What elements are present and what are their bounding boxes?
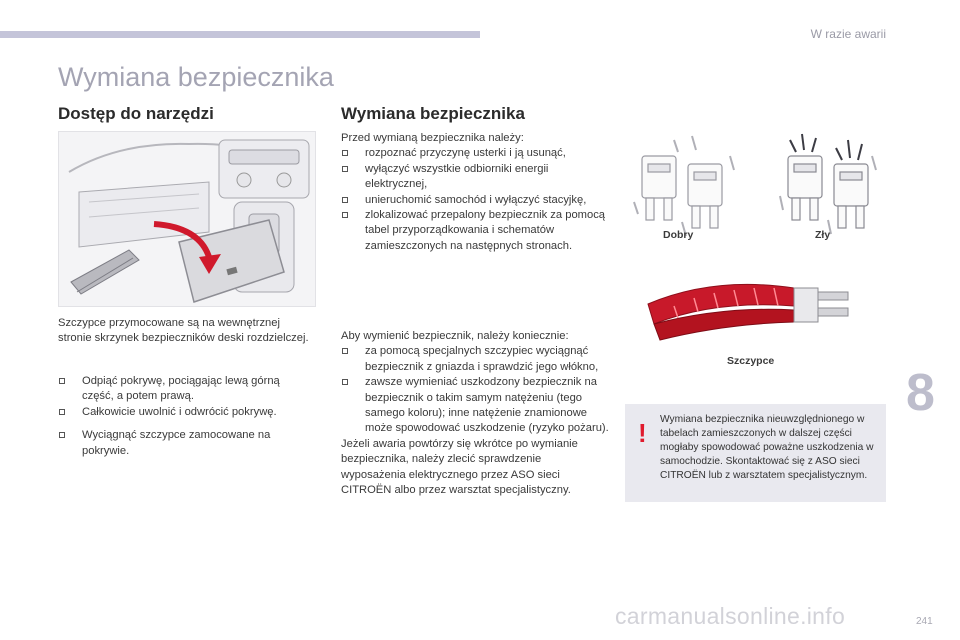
list-item: wyłączyć wszystkie odbiorniki energii elektrycznej,: [341, 162, 609, 193]
checkbox-bullet-icon: [342, 348, 348, 354]
checkbox-bullet-icon: [342, 166, 348, 172]
list-item: Odpiąć pokrywę, pociągając lewą górną część, a potem prawą.: [58, 374, 310, 405]
warning-box: [625, 404, 886, 502]
exclamation-icon: !: [638, 418, 647, 448]
checkbox-bullet-icon: [59, 409, 65, 415]
dashboard-photo: [58, 131, 316, 307]
list-item: zawsze wymieniać uszkodzony bezpiecznik na bezpiecznik o takim samym natężeniu (tego samego koloru); inne natężenie znamionowe może spowodować uszkodzenie (ryzyko pożaru).: [341, 375, 609, 437]
left-steps: [58, 374, 310, 459]
pliers-illustration: [644, 266, 862, 346]
watermark: carmanualsonline.info: [615, 603, 846, 629]
left-intro: [58, 316, 310, 347]
checkbox-bullet-icon: [59, 378, 65, 384]
left-heading: Dostęp do narzędzi: [58, 104, 214, 123]
checkbox-bullet-icon: [342, 150, 348, 156]
middle-heading: Wymiana bezpiecznika: [341, 104, 525, 123]
fuse-good-label: Dobry: [663, 229, 694, 241]
closing-text: Jeżeli awaria powtórzy się wkrótce po wymianie bezpiecznika, należy zlecić sprawdzenie wyposażenia elektrycznego przez ASO sieci CITROËN albo przez warsztat specjalistyczny.: [341, 437, 578, 497]
list-item: unieruchomić samochód i wyłączyć stacyjkę,: [341, 193, 609, 208]
checkbox-bullet-icon: [59, 432, 65, 438]
fuse-illustration: [630, 126, 880, 244]
checkbox-bullet-icon: [342, 379, 348, 385]
list-item: Całkowicie uwolnić i odwrócić pokrywę.: [58, 405, 310, 420]
list-item: rozpoznać przyczynę usterki i ją usunąć,: [341, 146, 609, 161]
warning-text: Wymiana bezpiecznika nieuwzględnionego w tabelach zamieszczonych w dalszej części mogłaby spowodować poważne uszkodzenia w samochodzie. Skontaktować się z ASO sieci CITROËN lub z warsztatem specjalistycznym.: [660, 414, 874, 481]
fuse-bad-label: Zły: [815, 229, 831, 241]
before-label: Przed wymianą bezpiecznika należy:: [341, 132, 524, 144]
before-section: [341, 131, 609, 254]
page-title: Wymiana bezpiecznika: [58, 62, 334, 92]
pliers-label: Szczypce: [727, 355, 775, 367]
checkbox-bullet-icon: [342, 212, 348, 218]
page-number: 241: [916, 616, 933, 627]
list-item: za pomocą specjalnych szczypiec wyciągnąć bezpiecznik z gniazda i sprawdzić jego włókno,: [341, 344, 609, 375]
replace-label: Aby wymienić bezpiecznik, należy koniecznie:: [341, 330, 569, 342]
list-item: zlokalizować przepalony bezpiecznik za pomocą tabel przyporządkowania i schematów zamieszczonych na następnych stronach.: [341, 208, 609, 254]
left-intro-text: Szczypce przymocowane są na wewnętrznej stronie skrzynek bezpieczników deski rozdzielczej.: [58, 317, 309, 345]
checkbox-bullet-icon: [342, 197, 348, 203]
section-title: W razie awarii: [810, 27, 886, 41]
header-accent-bar: [0, 31, 480, 38]
replace-section: [341, 329, 609, 498]
list-item: Wyciągnąć szczypce zamocowane na pokrywie.: [58, 428, 310, 459]
chapter-number: 8: [906, 364, 935, 422]
